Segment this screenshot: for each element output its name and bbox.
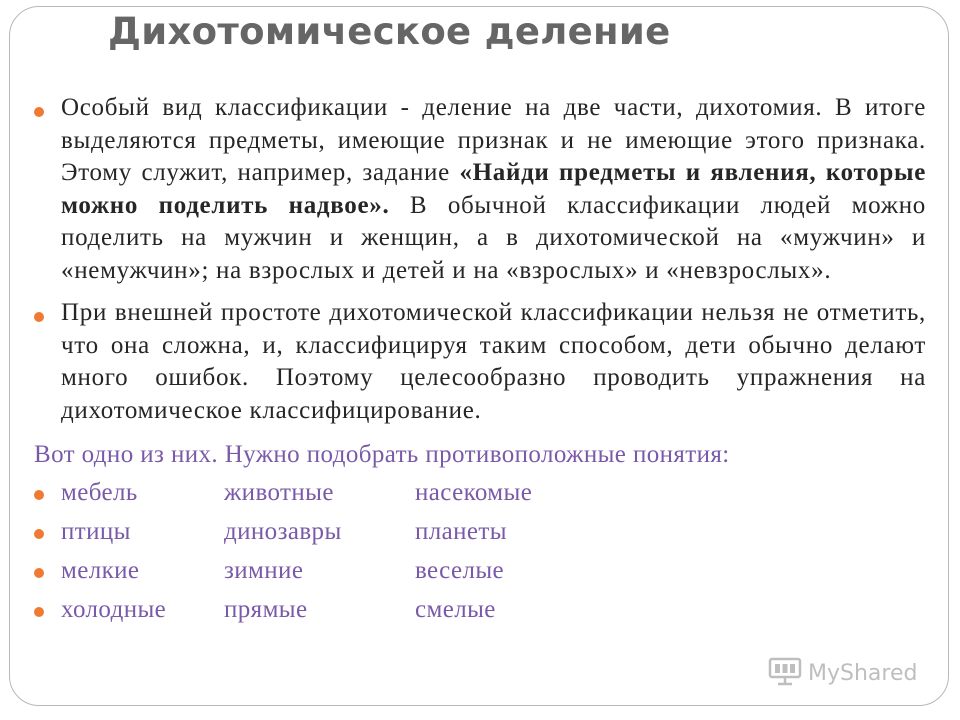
- word-cell: насекомые: [415, 479, 533, 506]
- bullet-dot-icon: [34, 490, 44, 500]
- bullet-dot-icon: [34, 607, 44, 617]
- paragraph-difficulty: При внешней простоте дихотомической классификации нельзя не отметить, что она сложна, и, классифицируя таким способом, дети обычно делают много ошибок. Поэтому целесообразно проводить упражнения на дихотомическое классифицирование.: [61, 299, 926, 424]
- word-row-2: [34, 516, 926, 555]
- word-cell: животные: [224, 479, 334, 506]
- exercise-intro: Вот одно из них. Нужно подобрать противоположные понятия:: [34, 441, 730, 468]
- watermark-logo: [768, 656, 917, 690]
- bullet-dot-icon: [34, 312, 44, 322]
- paragraph-1-text-end: В обычной классификации людей можно поделить на мужчин и женщин, а в дихотомической на «мужчин» и «немужчин»; на взрослых и детей и на «взрослых» и «невзрослых».: [61, 191, 926, 284]
- slide-content: [34, 92, 926, 633]
- slide-title: Дихотомическое деление: [108, 10, 671, 53]
- presentation-screen-icon: [768, 656, 802, 691]
- word-cell: холодные: [61, 596, 167, 623]
- word-cell: птицы: [61, 518, 131, 545]
- bullet-dot-icon: [34, 529, 44, 539]
- paragraph-1-text-start: Особый вид классификации - деление на две части, дихотомия. В итоге выделяются предметы, имеющие признак и не имеющие этого признака. Этому служит, например, задание: [61, 94, 926, 186]
- word-cell: динозавры: [224, 518, 342, 545]
- bullet-paragraph-2: [34, 297, 926, 427]
- watermark-text: MyShared: [808, 660, 918, 686]
- word-row-1: [34, 477, 926, 516]
- bullet-paragraph-1: [34, 92, 926, 287]
- word-row-4: [34, 594, 926, 633]
- paragraph-classification: [61, 92, 926, 287]
- word-cell: веселые: [415, 557, 505, 584]
- word-cell: прямые: [224, 596, 308, 623]
- word-cell: смелые: [415, 596, 496, 623]
- word-cell: планеты: [415, 518, 507, 545]
- bullet-dot-icon: [34, 107, 44, 117]
- bullet-dot-icon: [34, 568, 44, 578]
- paragraph-1-bold-task: «Найди предметы и явления, которые можно поделить надвое».: [61, 159, 926, 219]
- word-cell: зимние: [224, 557, 304, 584]
- word-row-3: [34, 555, 926, 594]
- word-cell: мебель: [61, 479, 138, 506]
- word-cell: мелкие: [61, 557, 140, 584]
